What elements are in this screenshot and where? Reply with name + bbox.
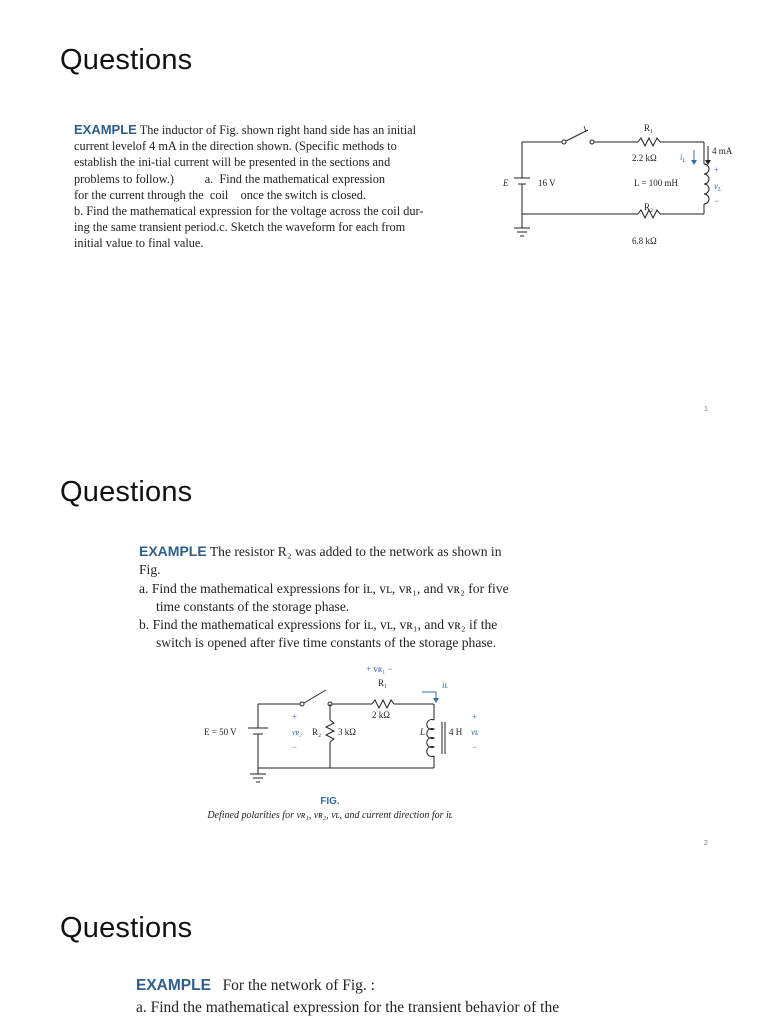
- circuit-diagram-2: [196, 662, 496, 792]
- source-label: E = 50 V: [204, 727, 237, 737]
- r1-value: 2.2 kΩ: [632, 153, 657, 163]
- r1-label: R₁: [644, 123, 654, 133]
- inductor-label: L = 100 mH: [634, 178, 678, 188]
- text-line: problems to follow.) a. Find the mathematical expression: [74, 171, 386, 186]
- vl-label: $v_L$: [714, 181, 722, 193]
- vl-minus: −: [714, 196, 720, 206]
- circuit-diagram-1: [500, 118, 750, 258]
- text-line: The inductor of Fig. shown right hand side has an initial: [136, 123, 416, 137]
- source-value: 16 V: [538, 178, 556, 188]
- slide-title: Questions: [60, 44, 193, 76]
- vr2-plus: +: [292, 712, 298, 722]
- vr1-label: + vʀ₁ −: [366, 664, 393, 674]
- inductor-value: 4 H: [449, 727, 463, 737]
- r1-label: R₁: [378, 678, 388, 688]
- vr2-minus: −: [292, 742, 298, 752]
- caption-label: FIG.: [320, 796, 340, 807]
- vr2-label: vʀ₂: [292, 728, 302, 737]
- current-label: iʟ: [442, 680, 449, 690]
- text-line: for the current through the coil once the switch is closed.: [74, 187, 366, 202]
- example-text: [74, 122, 423, 252]
- figure-caption: [160, 796, 500, 821]
- source-label: E: [503, 178, 509, 188]
- example-keyword: EXAMPLE: [136, 977, 211, 994]
- text-line: initial value to final value.: [74, 236, 204, 251]
- r2-value: 3 kΩ: [338, 727, 356, 737]
- inductor-label: L: [420, 727, 426, 737]
- text-line: b. Find the mathematical expressions for iʟ, vʟ, vʀ₁, and vʀ₂ if the: [139, 617, 498, 633]
- text-line: ing the same transient period.c. Sketch the waveform for each from: [74, 220, 406, 235]
- text-line: a. Find the mathematical expressions for iʟ, vʟ, vʀ₁, and vʀ₂ for five: [139, 580, 509, 596]
- page-number: 1: [704, 406, 708, 413]
- example-text: [139, 542, 509, 653]
- text-line: establish the ini-tial current will be presented in the sections and: [74, 155, 391, 170]
- vl-label: vʟ: [471, 727, 479, 737]
- caption-text: Defined polarities for vʀ₁, vʀ₂, vʟ, and current direction for iʟ: [207, 810, 453, 821]
- slide-3: [0, 860, 768, 1024]
- text-line: For the network of Fig. :: [210, 977, 375, 994]
- text-line: time constants of the storage phase.: [139, 598, 350, 614]
- text-line: Fig.: [139, 562, 161, 578]
- vl-plus: +: [472, 712, 478, 722]
- slide-title: Questions: [60, 476, 193, 508]
- text-line: The resistor R₂ was added to the network as shown in: [206, 544, 502, 559]
- vl-plus: +: [714, 165, 720, 175]
- text-line: b. Find the mathematical expression for the voltage across the coil dur-: [74, 204, 424, 219]
- vl-minus: −: [472, 742, 478, 752]
- example-keyword: EXAMPLE: [74, 122, 137, 137]
- r2-label: R₂: [644, 202, 654, 212]
- example-keyword: EXAMPLE: [139, 543, 207, 559]
- r2-value: 6.8 kΩ: [632, 236, 657, 246]
- r2-label: R₂: [312, 727, 322, 737]
- text-line: a. Find the mathematical expression for the transient behavior of the: [136, 999, 560, 1016]
- r1-value: 2 kΩ: [372, 710, 390, 720]
- text-line: switch is opened after five time constants of the storage phase.: [139, 635, 497, 651]
- current-label: $i_L$: [680, 152, 686, 164]
- initial-current-label: 4 mA: [712, 146, 733, 156]
- text-line: current levelof 4 mA in the direction shown. (Specific methods to: [74, 139, 397, 154]
- slide-title: Questions: [60, 912, 193, 944]
- slide-2: [0, 430, 768, 860]
- example-text: [136, 975, 559, 1019]
- slide-1: [0, 0, 768, 430]
- page-number: 2: [704, 840, 708, 847]
